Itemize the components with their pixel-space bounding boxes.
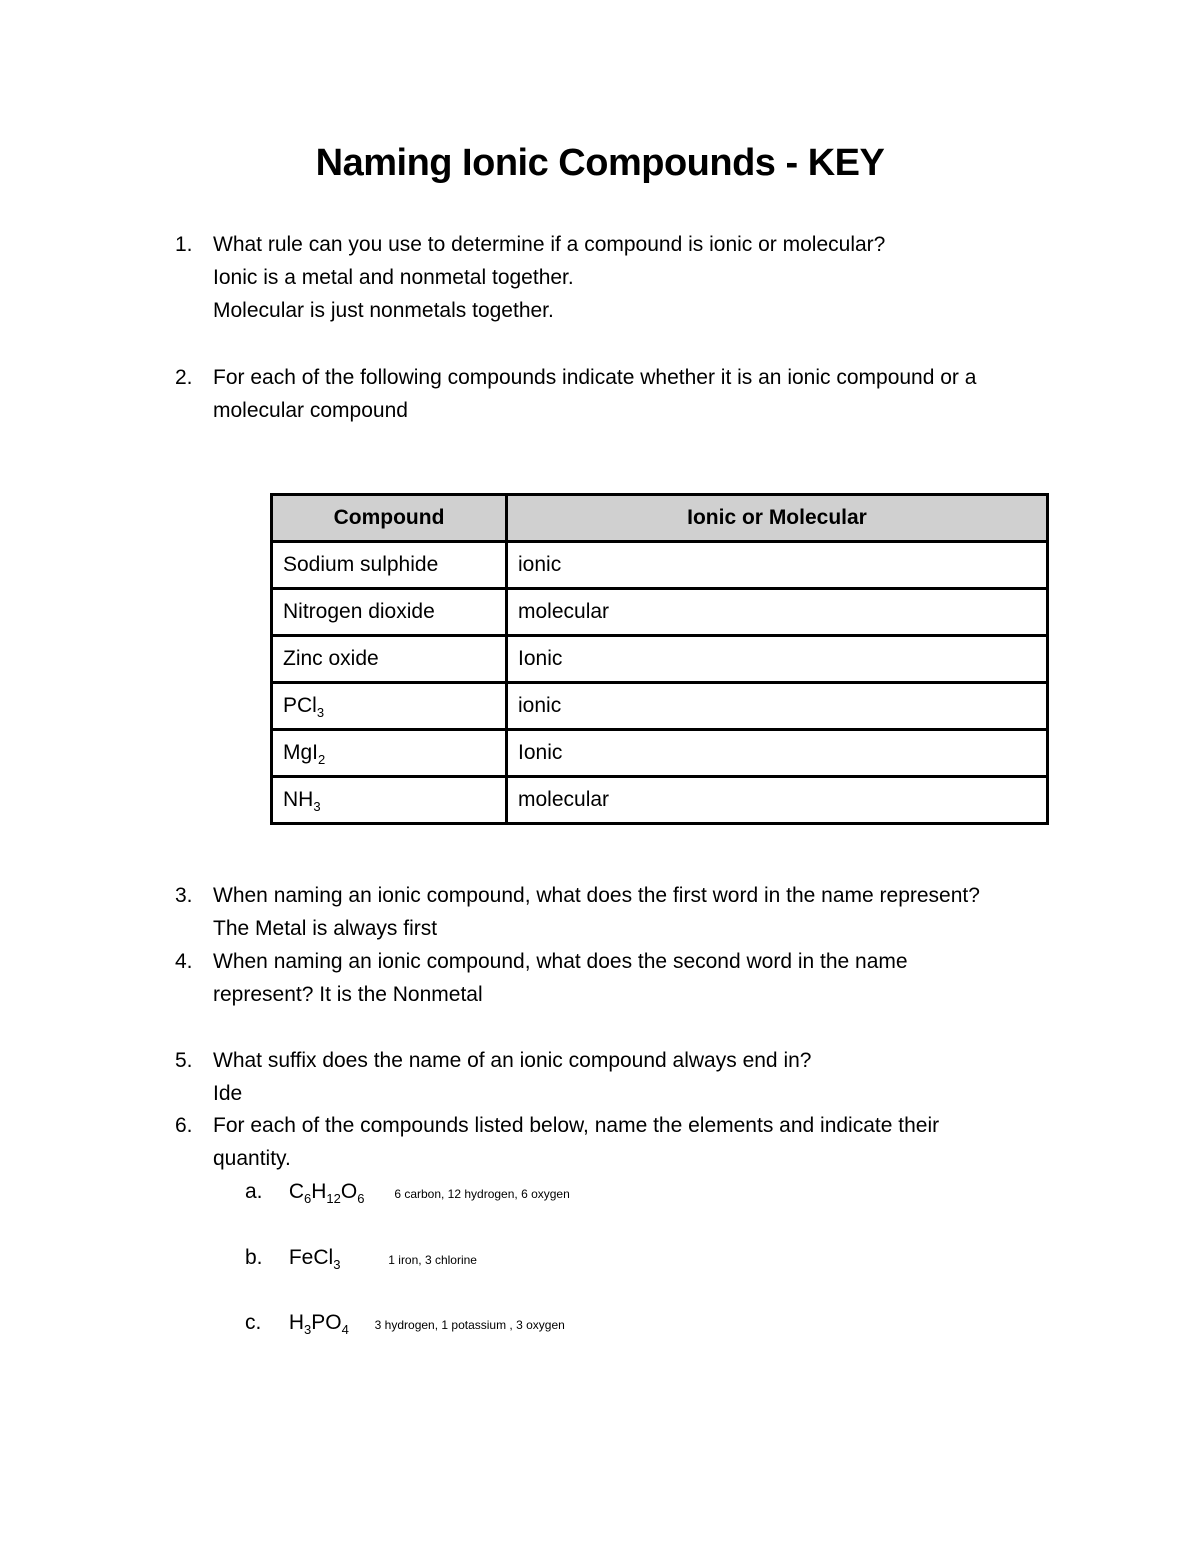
answer-cell: ionic	[507, 683, 1048, 730]
question-number: 2.	[175, 366, 193, 389]
answer-note: 1 iron, 3 chlorine	[388, 1253, 477, 1267]
question-2	[175, 361, 1055, 427]
question-number: 3.	[175, 884, 193, 907]
answer-note: 6 carbon, 12 hydrogen, 6 oxygen	[394, 1187, 570, 1201]
answer-cell: molecular	[507, 777, 1048, 824]
formula-subscript: 6	[304, 1191, 312, 1206]
formula-subscript: 2	[318, 752, 326, 767]
column-header-compound: Compound	[272, 495, 507, 542]
question-1	[175, 228, 1055, 327]
compound-cell: Nitrogen dioxide	[272, 589, 507, 636]
table-row	[272, 589, 1048, 636]
compound-cell	[272, 777, 507, 824]
compound-table	[270, 493, 1049, 825]
question-4	[175, 945, 1055, 1011]
table-row	[272, 683, 1048, 730]
chemical-formula	[289, 1177, 365, 1207]
table-header-row	[272, 495, 1048, 542]
question-text: molecular compound	[213, 399, 408, 422]
formula-subscript: 4	[341, 1322, 349, 1337]
table-row	[272, 730, 1048, 777]
answer-cell: molecular	[507, 589, 1048, 636]
formula-subscript: 3	[313, 799, 321, 814]
chemical-formula	[289, 1308, 349, 1338]
element-symbol: PO	[311, 1311, 342, 1334]
compound-cell	[272, 730, 507, 777]
answer-cell: Ionic	[507, 636, 1048, 683]
sub-item-b	[245, 1243, 477, 1275]
table-row	[272, 636, 1048, 683]
answer-note: 3 hydrogen, 1 potassium , 3 oxygen	[374, 1318, 565, 1332]
element-symbol: H	[288, 1311, 305, 1334]
element-symbol: O	[340, 1180, 358, 1203]
column-header-type: Ionic or Molecular	[507, 495, 1048, 542]
question-text: When naming an ionic compound, what does the first word in the name represent?	[213, 884, 980, 907]
question-number: 5.	[175, 1049, 193, 1072]
question-text: represent? It is the Nonmetal	[213, 983, 483, 1006]
question-6	[175, 1109, 1055, 1175]
question-3	[175, 879, 1055, 945]
formula-subscript: 3	[316, 705, 325, 720]
formula-subscript: 6	[357, 1191, 365, 1206]
answer-cell: ionic	[507, 542, 1048, 589]
formula-subscript: 12	[326, 1191, 341, 1206]
table-row	[272, 777, 1048, 824]
page-title: Naming Ionic Compounds - KEY	[315, 142, 885, 184]
formula-base: MgI	[283, 741, 319, 764]
question-number: 4.	[175, 950, 193, 973]
answer-text: The Metal is always first	[213, 917, 438, 940]
element-symbol: H	[311, 1180, 327, 1203]
sub-item-c	[245, 1308, 565, 1340]
question-text: When naming an ionic compound, what does the second word in the name	[213, 950, 908, 973]
question-number: 1.	[175, 233, 193, 256]
answer-text: Molecular is just nonmetals together.	[213, 299, 554, 322]
question-text: What suffix does the name of an ionic compound always end in?	[213, 1049, 812, 1072]
formula-base: PCl	[283, 694, 317, 717]
sub-item-a	[245, 1177, 570, 1209]
table-row	[272, 542, 1048, 589]
answer-text: Ionic is a metal and nonmetal together.	[213, 266, 574, 289]
answer-cell: Ionic	[507, 730, 1048, 777]
question-text: For each of the compounds listed below, name the elements and indicate their	[213, 1114, 940, 1137]
compound-cell: Sodium sulphide	[272, 542, 507, 589]
formula-subscript: 3	[333, 1257, 341, 1272]
question-text: What rule can you use to determine if a compound is ionic or molecular?	[213, 233, 886, 256]
question-text: quantity.	[213, 1147, 291, 1170]
question-text: For each of the following compounds indicate whether it is an ionic compound or a	[213, 366, 977, 389]
question-5	[175, 1044, 1055, 1110]
answer-text: Ide	[213, 1082, 243, 1105]
compound-cell	[272, 683, 507, 730]
element-symbol: C	[288, 1180, 305, 1203]
question-number: 6.	[175, 1114, 193, 1137]
sub-item-letter: b.	[245, 1246, 263, 1269]
compound-cell: Zinc oxide	[272, 636, 507, 683]
sub-item-letter: a.	[245, 1180, 263, 1203]
formula-subscript: 3	[304, 1322, 312, 1337]
sub-item-letter: c.	[245, 1311, 262, 1334]
chemical-formula	[289, 1243, 341, 1273]
element-symbol: FeCl	[288, 1246, 334, 1269]
formula-base: NH	[283, 788, 314, 811]
